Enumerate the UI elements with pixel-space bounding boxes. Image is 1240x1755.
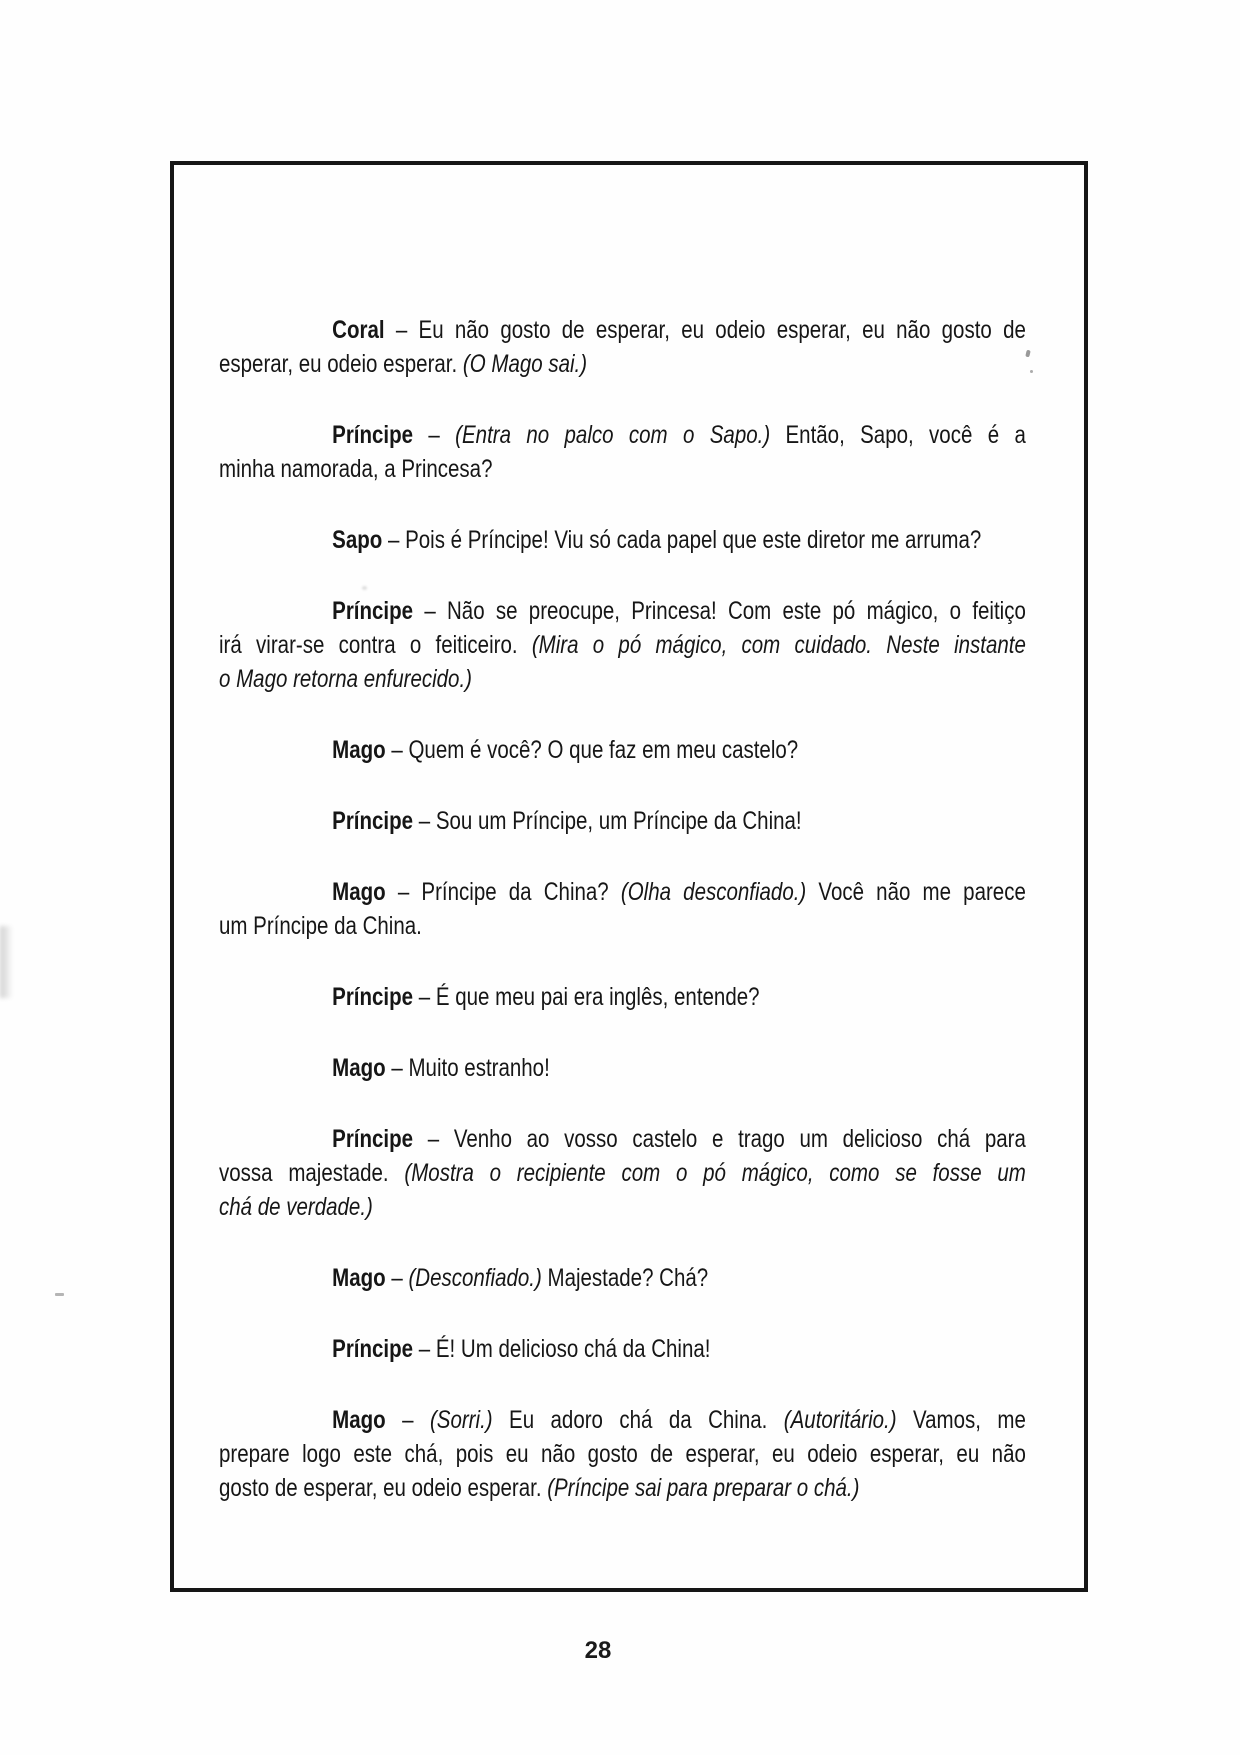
dialogue-text: – É! Um delicioso chá da China! <box>413 1335 711 1363</box>
stage-direction: (Príncipe sai para preparar o chá.) <box>547 1474 860 1502</box>
script-text-block <box>219 313 1026 1505</box>
text-line <box>219 1051 1026 1085</box>
dialogue-paragraph <box>219 418 1026 486</box>
dialogue-text: – Eu não gosto de esperar, eu odeio esperar, eu não gosto de <box>384 316 1026 344</box>
text-line <box>219 1261 1026 1295</box>
text-line <box>219 909 1026 943</box>
dialogue-text: Vamos, me <box>896 1406 1026 1434</box>
text-line <box>219 628 1026 662</box>
dialogue-paragraph <box>219 875 1026 943</box>
text-line <box>219 662 1026 696</box>
stage-direction: (Entra no palco com o Sapo.) <box>455 421 771 449</box>
speaker-name: Príncipe <box>332 1335 414 1363</box>
dialogue-text: – Sou um Príncipe, um Príncipe da China! <box>413 807 802 835</box>
dialogue-text: Majestade? Chá? <box>541 1264 709 1292</box>
dialogue-paragraph <box>219 1261 1026 1295</box>
dialogue-text: minha namorada, a Princesa? <box>219 455 493 483</box>
dialogue-text: – Quem é você? O que faz em meu castelo? <box>385 736 799 764</box>
dialogue-text: vossa majestade. <box>219 1159 405 1187</box>
speaker-name: Mago <box>332 878 386 906</box>
text-line <box>219 594 1026 628</box>
dialogue-text: – <box>413 421 456 449</box>
speaker-name: Mago <box>332 1054 386 1082</box>
dialogue-paragraph <box>219 733 1026 767</box>
scan-artifact <box>1030 370 1033 373</box>
dialogue-text: – Muito estranho! <box>385 1054 550 1082</box>
stage-direction: (Mira o pó mágico, com cuidado. Neste instante <box>531 631 1026 659</box>
text-line <box>219 1122 1026 1156</box>
dialogue-text: – Venho ao vosso castelo e trago um delicioso chá para <box>413 1125 1026 1153</box>
dialogue-paragraph <box>219 523 1026 557</box>
scan-artifact <box>362 586 367 590</box>
text-line <box>219 1403 1026 1437</box>
text-line <box>219 875 1026 909</box>
text-line <box>219 1332 1026 1366</box>
dialogue-text: um Príncipe da China. <box>219 912 422 940</box>
stage-direction: (Desconfiado.) <box>408 1264 542 1292</box>
text-line <box>219 418 1026 452</box>
text-line <box>219 452 1026 486</box>
stage-direction: (Sorri.) <box>429 1406 493 1434</box>
dialogue-paragraph <box>219 1403 1026 1505</box>
text-line <box>219 1471 1026 1505</box>
text-line <box>219 313 1026 347</box>
speaker-name: Sapo <box>332 526 383 554</box>
dialogue-paragraph <box>219 1332 1026 1366</box>
dialogue-paragraph <box>219 804 1026 838</box>
dialogue-paragraph <box>219 594 1026 696</box>
dialogue-text: – <box>385 1406 430 1434</box>
text-line <box>219 1437 1026 1471</box>
stage-direction: o Mago retorna enfurecido.) <box>219 665 472 693</box>
text-line <box>219 980 1026 1014</box>
scan-smudge <box>0 926 13 998</box>
speaker-name: Mago <box>332 1406 386 1434</box>
dialogue-paragraph <box>219 313 1026 381</box>
speaker-name: Mago <box>332 1264 386 1292</box>
text-line <box>219 347 1026 381</box>
stage-direction: (Autoritário.) <box>783 1406 897 1434</box>
dialogue-text: irá virar-se contra o feiticeiro. <box>219 631 532 659</box>
speaker-name: Coral <box>332 316 385 344</box>
dialogue-text: – Príncipe da China? <box>385 878 621 906</box>
text-line <box>219 733 1026 767</box>
page-number: 28 <box>584 1637 612 1664</box>
dialogue-text: prepare logo este chá, pois eu não gosto de esperar, eu odeio esperar, eu não <box>219 1440 1026 1468</box>
speaker-name: Príncipe <box>332 421 414 449</box>
stage-direction: (O Mago sai.) <box>462 350 588 378</box>
speaker-name: Príncipe <box>332 983 414 1011</box>
stage-direction: (Olha desconfiado.) <box>620 878 807 906</box>
text-line <box>219 1190 1026 1224</box>
speaker-name: Príncipe <box>332 597 414 625</box>
stage-direction: chá de verdade.) <box>219 1193 373 1221</box>
dialogue-paragraph <box>219 1051 1026 1085</box>
dialogue-text: esperar, eu odeio esperar. <box>219 350 463 378</box>
dialogue-text: Você não me parece <box>806 878 1026 906</box>
text-line <box>219 1156 1026 1190</box>
speaker-name: Mago <box>332 736 386 764</box>
speaker-name: Príncipe <box>332 1125 414 1153</box>
dialogue-text: Então, Sapo, você é a <box>770 421 1026 449</box>
scan-artifact <box>55 1293 64 1296</box>
text-line <box>219 804 1026 838</box>
dialogue-text: – É que meu pai era inglês, entende? <box>413 983 760 1011</box>
dialogue-paragraph <box>219 980 1026 1014</box>
speaker-name: Príncipe <box>332 807 414 835</box>
dialogue-paragraph <box>219 1122 1026 1224</box>
page-border-frame <box>170 161 1088 1592</box>
stage-direction: (Mostra o recipiente com o pó mágico, como se fosse um <box>404 1159 1026 1187</box>
dialogue-text: – <box>385 1264 409 1292</box>
dialogue-text: gosto de esperar, eu odeio esperar. <box>219 1474 548 1502</box>
dialogue-text: – Não se preocupe, Princesa! Com este pó mágico, o feitiço <box>413 597 1026 625</box>
text-line <box>219 523 1026 557</box>
dialogue-text: – Pois é Príncipe! Viu só cada papel que este diretor me arruma? <box>382 526 982 554</box>
dialogue-text: Eu adoro chá da China. <box>492 1406 784 1434</box>
